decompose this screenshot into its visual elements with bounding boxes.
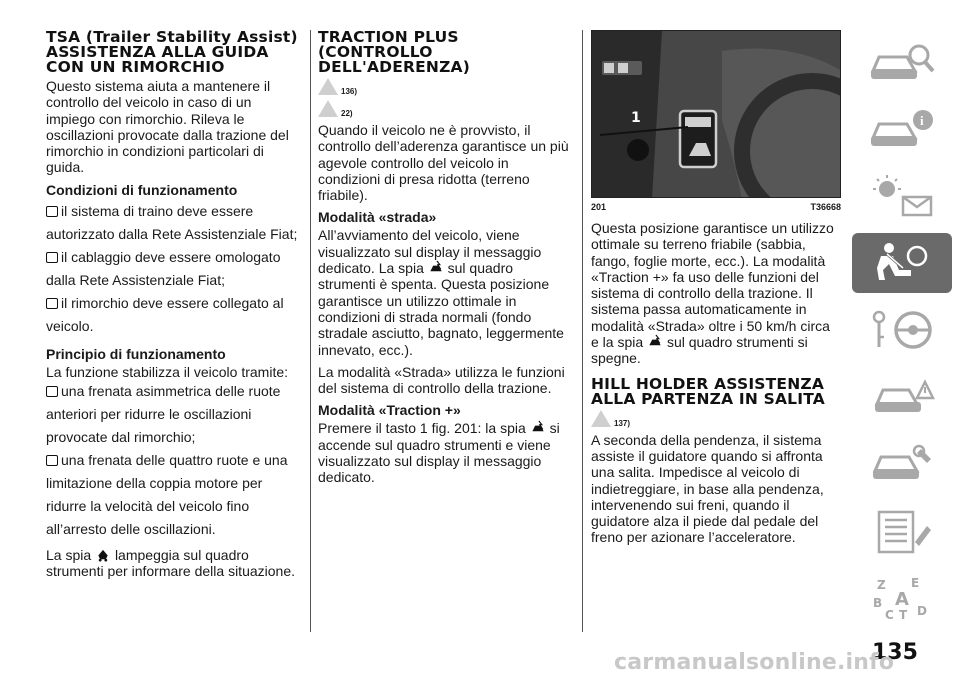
svg-text:B: B <box>873 596 883 610</box>
trailer-warning-icon <box>95 547 111 562</box>
strada-text-2: La modalità «Strada» utilizza le funzioni del sistema di controllo della trazione. <box>318 363 565 397</box>
traction-plus-text-cont: Questa posizione garantisce un utilizzo ottimale su terreno friabile (sabbia, fango, foglie morte, ecc.). La modalità «Traction +» fa uso delle funzioni del sistema di controllo della trazione. Il sistema passa automaticamente in modalità «Strada» oltre i 50 km/h circa e la spia sul quadro strumenti si spegne. <box>591 220 834 367</box>
column-hill-holder <box>591 30 841 552</box>
watermark: carmanualsonline.info <box>614 650 895 675</box>
tab-technical-data[interactable] <box>852 501 952 561</box>
warning-triangle-icon <box>318 100 338 117</box>
tsa-intro: Questo sistema aiuta a mantenere il controllo del veicolo in caso di un impiego con rimorchio. Rileva le oscillazioni provocate dalla trazione del rimorchio in condizioni particolari di guida. <box>46 78 289 176</box>
svg-text:E: E <box>911 576 920 590</box>
traction-warning-icon <box>530 420 546 435</box>
bullet-icon <box>46 206 58 217</box>
tsa-heading: TSA (Trailer Stability Assist) ASSISTENZA ALLA GUIDA CON UN RIMORCHIO <box>46 28 298 76</box>
traction-plus-text: Premere il tasto 1 fig. 201: la spia si accende sul quadro strumenti e viene visualizzato sul display il messaggio dedicato. <box>318 420 560 486</box>
bullet-icon <box>46 455 58 466</box>
car-service-icon <box>867 441 937 487</box>
column-traction-plus <box>318 30 574 492</box>
condition-item: il cablaggio deve essere omologato dalla Rete Assistenziale Fiat; <box>46 248 281 288</box>
figure-code: T36668 <box>810 202 841 212</box>
condition-item: il sistema di traino deve essere autorizzato dalla Rete Assistenziale Fiat; <box>46 202 298 242</box>
figure-label: 201 <box>591 202 607 212</box>
tab-car-info[interactable] <box>852 99 952 159</box>
warning-triangle-icon <box>591 410 611 427</box>
figure-caption <box>591 202 841 212</box>
warning-lights-icon <box>867 173 937 219</box>
svg-text:A: A <box>895 589 909 610</box>
car-search-icon <box>867 39 937 85</box>
traction-warning-icon <box>647 334 663 349</box>
svg-text:T: T <box>899 608 908 621</box>
hill-holder-heading: HILL HOLDER ASSISTENZA ALLA PARTENZA IN SALITA <box>591 374 825 408</box>
dashboard-photo <box>591 30 841 198</box>
hill-holder-text: A seconda della pendenza, il sistema assiste il guidatore quando si affronta una salita. Impedisce al veicolo di indietreggiare, in base alla pendenza, intervenendo sui freni, quando il guidatore alza il piede dal pedale del freno per azionare l’acceleratore. <box>591 431 824 546</box>
traction-plus-title: Modalità «Traction +» <box>318 402 461 419</box>
warning-ref: 22) <box>318 100 574 118</box>
strada-text: All’avviamento del veicolo, viene visualizzato sul display il messaggio dedicato. La spia sul quadro strumenti è spenta. Questa posizione garantisce un utilizzo ottimale in condizioni di strada normali (fondo stradale asciutto, bagnato, leggermente innevato, ecc.). <box>318 227 564 358</box>
traction-heading: TRACTION PLUS (CONTROLLO DELL'ADERENZA) <box>318 28 471 76</box>
tab-emergency[interactable] <box>852 367 952 427</box>
tab-starting-driving[interactable] <box>852 300 952 360</box>
page-number: 135 <box>872 640 918 665</box>
callout-number: 1 <box>631 110 641 126</box>
alphabet-index-icon <box>867 575 937 621</box>
tab-warning-lights[interactable] <box>852 166 952 226</box>
column-divider <box>582 30 583 632</box>
tab-index[interactable] <box>852 568 952 628</box>
principle-intro: La funzione stabilizza il veicolo tramite: <box>46 363 289 380</box>
principle-item: una frenata delle quattro ruote e una limitazione della coppia motore per ridurre la velocità del veicolo fino all’arresto delle oscillazioni. <box>46 452 288 538</box>
steering-key-icon <box>867 307 937 353</box>
warning-ref: 137) <box>591 410 841 428</box>
breakdown-icon <box>867 374 937 420</box>
bullet-icon <box>46 386 58 397</box>
column-tsa <box>46 30 302 586</box>
chapter-index-sidebar <box>852 32 952 635</box>
dashboard-illustration <box>592 31 841 198</box>
svg-text:Z: Z <box>877 578 886 592</box>
svg-text:D: D <box>917 604 927 618</box>
tsa-warning-light-text: La spia lampeggia sul quadro strumenti per informare della situazione. <box>46 547 296 580</box>
principle-item: una frenata asimmetrica delle ruote anteriori per ridurre le oscillazioni provocate dal rimorchio; <box>46 383 281 446</box>
tab-car-search[interactable] <box>852 32 952 92</box>
traction-warning-icon <box>428 260 444 275</box>
tab-maintenance[interactable] <box>852 434 952 494</box>
svg-text:C: C <box>885 608 894 621</box>
svg-text:i: i <box>920 113 924 128</box>
warning-ref: 136) <box>318 78 574 96</box>
principle-title: Principio di funzionamento <box>46 345 226 362</box>
bullet-icon <box>46 252 58 263</box>
bullet-icon <box>46 298 58 309</box>
airbag-seat-icon <box>867 240 937 286</box>
data-list-icon <box>867 508 937 554</box>
traction-intro: Quando il veicolo ne è provvisto, il controllo dell’aderenza garantisce un più agevole controllo del veicolo in condizioni di presa ridotta (terreno friabile). <box>318 122 569 204</box>
strada-title: Modalità «strada» <box>318 209 437 226</box>
condition-item: il rimorchio deve essere collegato al veicolo. <box>46 294 284 334</box>
car-info-icon <box>867 106 937 152</box>
conditions-title: Condizioni di funzionamento <box>46 181 238 198</box>
warning-triangle-icon <box>318 78 338 95</box>
column-divider <box>310 30 311 632</box>
tab-safety[interactable] <box>852 233 952 293</box>
